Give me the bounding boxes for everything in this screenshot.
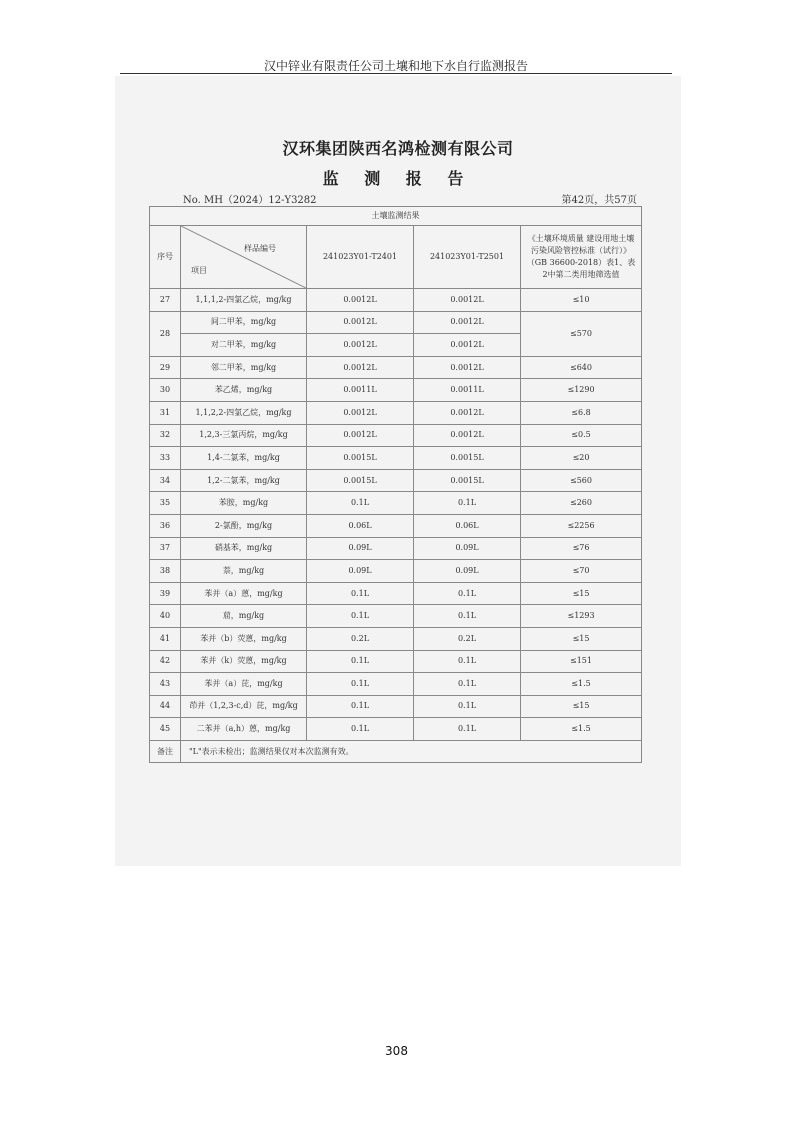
note-row [150,740,642,763]
row-item: 1,4-二氯苯，mg/kg [181,447,307,470]
row-number: 28 [150,311,181,356]
row-standard-limit: ≤6.8 [521,401,642,424]
table-row [150,492,642,515]
table-row [150,537,642,560]
table-row [150,469,642,492]
row-value-sample-2: 0.0012L [414,424,521,447]
table-caption: 土壤监测结果 [150,207,642,226]
row-number: 29 [150,356,181,379]
row-item: 1,2,3-三氯丙烷，mg/kg [181,424,307,447]
row-item: 苯并（k）荧蒽，mg/kg [181,650,307,673]
row-item: 邻二甲苯，mg/kg [181,356,307,379]
row-value-sample-2: 0.1L [414,605,521,628]
row-value-sample-1: 0.0012L [307,289,414,312]
row-number: 30 [150,379,181,402]
row-value-sample-2: 0.0015L [414,469,521,492]
row-number: 43 [150,673,181,696]
table-row [150,695,642,718]
row-standard-limit: ≤560 [521,469,642,492]
row-standard-limit: ≤1.5 [521,673,642,696]
row-item: 对二甲苯，mg/kg [181,334,307,357]
row-item: 苯胺，mg/kg [181,492,307,515]
table-row [150,379,642,402]
row-value-sample-1: 0.0011L [307,379,414,402]
row-standard-limit: ≤76 [521,537,642,560]
note-text: "L"表示未检出；监测结果仅对本次监测有效。 [181,740,642,763]
row-number: 40 [150,605,181,628]
row-standard-limit: ≤15 [521,695,642,718]
header-rule [120,73,672,74]
row-number: 41 [150,627,181,650]
row-value-sample-1: 0.0012L [307,334,414,357]
row-standard-limit: ≤15 [521,582,642,605]
row-standard-limit: ≤20 [521,447,642,470]
row-number: 33 [150,447,181,470]
row-number: 35 [150,492,181,515]
row-value-sample-1: 0.1L [307,650,414,673]
page-header: 汉中锌业有限责任公司土壤和地下水自行监测报告 [263,59,528,73]
caption-row [150,207,642,226]
row-number: 39 [150,582,181,605]
row-value-sample-2: 0.0015L [414,447,521,470]
table-row [150,718,642,741]
row-value-sample-2: 0.1L [414,718,521,741]
table-row [150,560,642,583]
row-standard-limit: ≤0.5 [521,424,642,447]
row-standard-limit: ≤10 [521,289,642,312]
row-standard-limit: ≤1293 [521,605,642,628]
row-item: 1,2-二氯苯，mg/kg [181,469,307,492]
row-value-sample-2: 0.1L [414,695,521,718]
table-row [150,356,642,379]
table-row [150,627,642,650]
row-standard-limit: ≤151 [521,650,642,673]
row-value-sample-2: 0.0012L [414,334,521,357]
row-number: 45 [150,718,181,741]
row-number: 36 [150,514,181,537]
table-row [150,582,642,605]
table-row [150,311,642,334]
row-value-sample-2: 0.0012L [414,311,521,334]
row-item: 苯并（a）芘，mg/kg [181,673,307,696]
table-row [150,424,642,447]
row-value-sample-2: 0.0011L [414,379,521,402]
row-item: 2-氯酚，mg/kg [181,514,307,537]
row-item: 䓛，mg/kg [181,605,307,628]
row-item: 苯并（a）蒽，mg/kg [181,582,307,605]
row-value-sample-2: 0.09L [414,560,521,583]
row-value-sample-1: 0.0012L [307,356,414,379]
row-value-sample-2: 0.06L [414,514,521,537]
page-number: 308 [385,1044,408,1058]
row-standard-limit: ≤15 [521,627,642,650]
row-value-sample-2: 0.1L [414,673,521,696]
diagonal-divider [181,226,306,288]
row-number: 38 [150,560,181,583]
table-row [150,447,642,470]
row-number: 31 [150,401,181,424]
row-item: 苯乙烯，mg/kg [181,379,307,402]
row-value-sample-2: 0.1L [414,492,521,515]
row-value-sample-2: 0.0012L [414,289,521,312]
note-label: 备注 [150,740,181,763]
report-number: No. MH（2024）12-Y3282 [183,195,317,206]
row-standard-limit: ≤570 [521,311,642,356]
page-count: 第42页，共57页 [561,195,637,206]
row-item: 间二甲苯，mg/kg [181,311,307,334]
row-value-sample-2: 0.0012L [414,356,521,379]
row-value-sample-1: 0.09L [307,537,414,560]
row-standard-limit: ≤1290 [521,379,642,402]
header-diagonal-cell [181,226,307,289]
row-number: 32 [150,424,181,447]
row-value-sample-1: 0.1L [307,695,414,718]
row-standard-limit: ≤2256 [521,514,642,537]
row-value-sample-1: 0.1L [307,605,414,628]
row-value-sample-1: 0.0012L [307,311,414,334]
row-value-sample-2: 0.09L [414,537,521,560]
row-item: 萘，mg/kg [181,560,307,583]
row-value-sample-2: 0.0012L [414,401,521,424]
row-value-sample-1: 0.0012L [307,401,414,424]
row-standard-limit: ≤260 [521,492,642,515]
row-value-sample-1: 0.09L [307,560,414,583]
row-value-sample-1: 0.1L [307,673,414,696]
header-sample-2: 241023Y01-T2501 [414,226,521,289]
row-number: 34 [150,469,181,492]
table-row [150,605,642,628]
header-sample-1: 241023Y01-T2401 [307,226,414,289]
row-value-sample-1: 0.1L [307,582,414,605]
row-value-sample-1: 0.0015L [307,469,414,492]
row-value-sample-2: 0.1L [414,582,521,605]
table-row [150,514,642,537]
company-name: 汉环集团陕西名鸿检测有限公司 [282,139,514,158]
table-row [150,650,642,673]
row-standard-limit: ≤70 [521,560,642,583]
report-title: 监 测 报 告 [322,169,474,188]
row-value-sample-1: 0.06L [307,514,414,537]
row-item: 1,1,2,2-四氯乙烷，mg/kg [181,401,307,424]
row-value-sample-2: 0.2L [414,627,521,650]
row-item: 苯并（b）荧蒽，mg/kg [181,627,307,650]
scanned-report-page [115,76,681,866]
row-value-sample-1: 0.1L [307,492,414,515]
row-value-sample-1: 0.0015L [307,447,414,470]
row-number: 44 [150,695,181,718]
header-sample-id-label: 样品编号 [244,244,276,253]
row-number: 37 [150,537,181,560]
row-item: 1,1,1,2-四氯乙烷，mg/kg [181,289,307,312]
row-number: 42 [150,650,181,673]
soil-results-table [149,206,642,763]
row-standard-limit: ≤1.5 [521,718,642,741]
row-value-sample-2: 0.1L [414,650,521,673]
table-row [150,673,642,696]
table-row [150,401,642,424]
row-item: 茚并（1,2,3-c,d）芘，mg/kg [181,695,307,718]
row-value-sample-1: 0.0012L [307,424,414,447]
header-item-label: 项目 [191,266,207,275]
table-row [150,289,642,312]
row-number: 27 [150,289,181,312]
row-standard-limit: ≤640 [521,356,642,379]
row-value-sample-1: 0.1L [307,718,414,741]
header-seq: 序号 [150,226,181,289]
header-standard: 《土壤环境质量 建设用地土壤污染风险管控标准（试行）》（GB 36600-2018）表1、表2中第二类用地筛选值 [521,226,642,289]
row-item: 硝基苯，mg/kg [181,537,307,560]
row-value-sample-1: 0.2L [307,627,414,650]
row-item: 二苯并（a,h）蒽，mg/kg [181,718,307,741]
table-body [150,207,642,763]
header-row [150,226,642,289]
